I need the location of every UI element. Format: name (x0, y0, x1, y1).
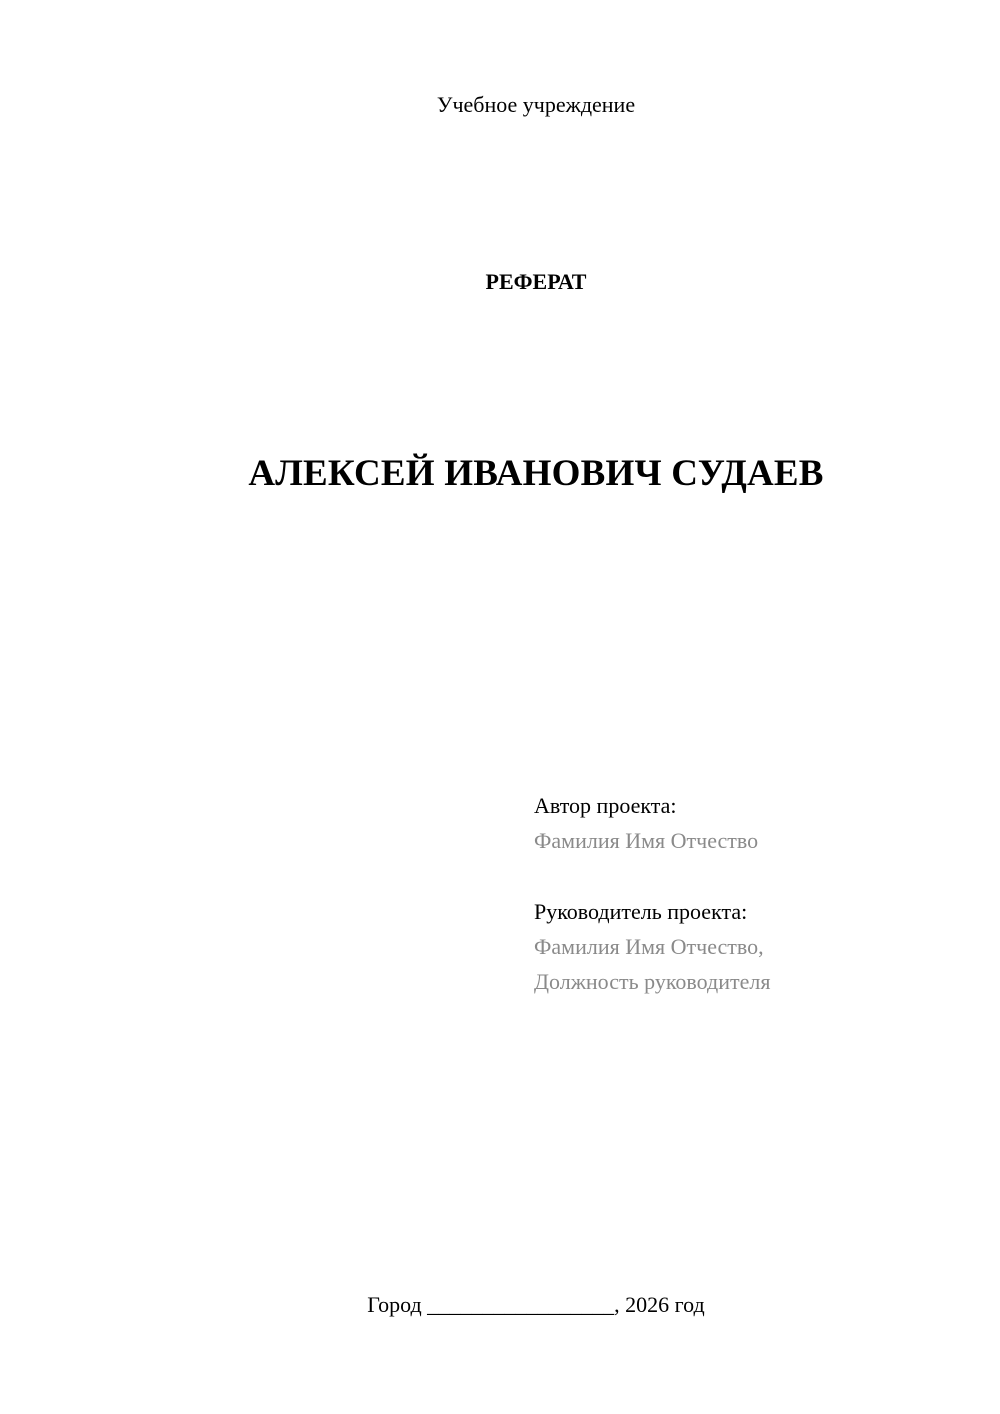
author-label: Автор проекта: (534, 793, 677, 818)
author-name: Фамилия Имя Отчество (534, 828, 759, 853)
credits-block (534, 788, 974, 999)
supervisor-label: Руководитель проекта: (534, 899, 748, 924)
institution-name: Учебное учреждение (436, 92, 636, 117)
document-type: РЕФЕРАТ (485, 269, 587, 294)
supervisor-position: Должность руководителя (534, 969, 771, 994)
supervisor-name: Фамилия Имя Отчество, (534, 934, 764, 959)
city-year-line: Город _________________, 2026 год (367, 1292, 705, 1317)
topic-title: АЛЕКСЕЙ ИВАНОВИЧ СУДАЕВ (248, 453, 824, 494)
credits-spacer (534, 858, 974, 894)
